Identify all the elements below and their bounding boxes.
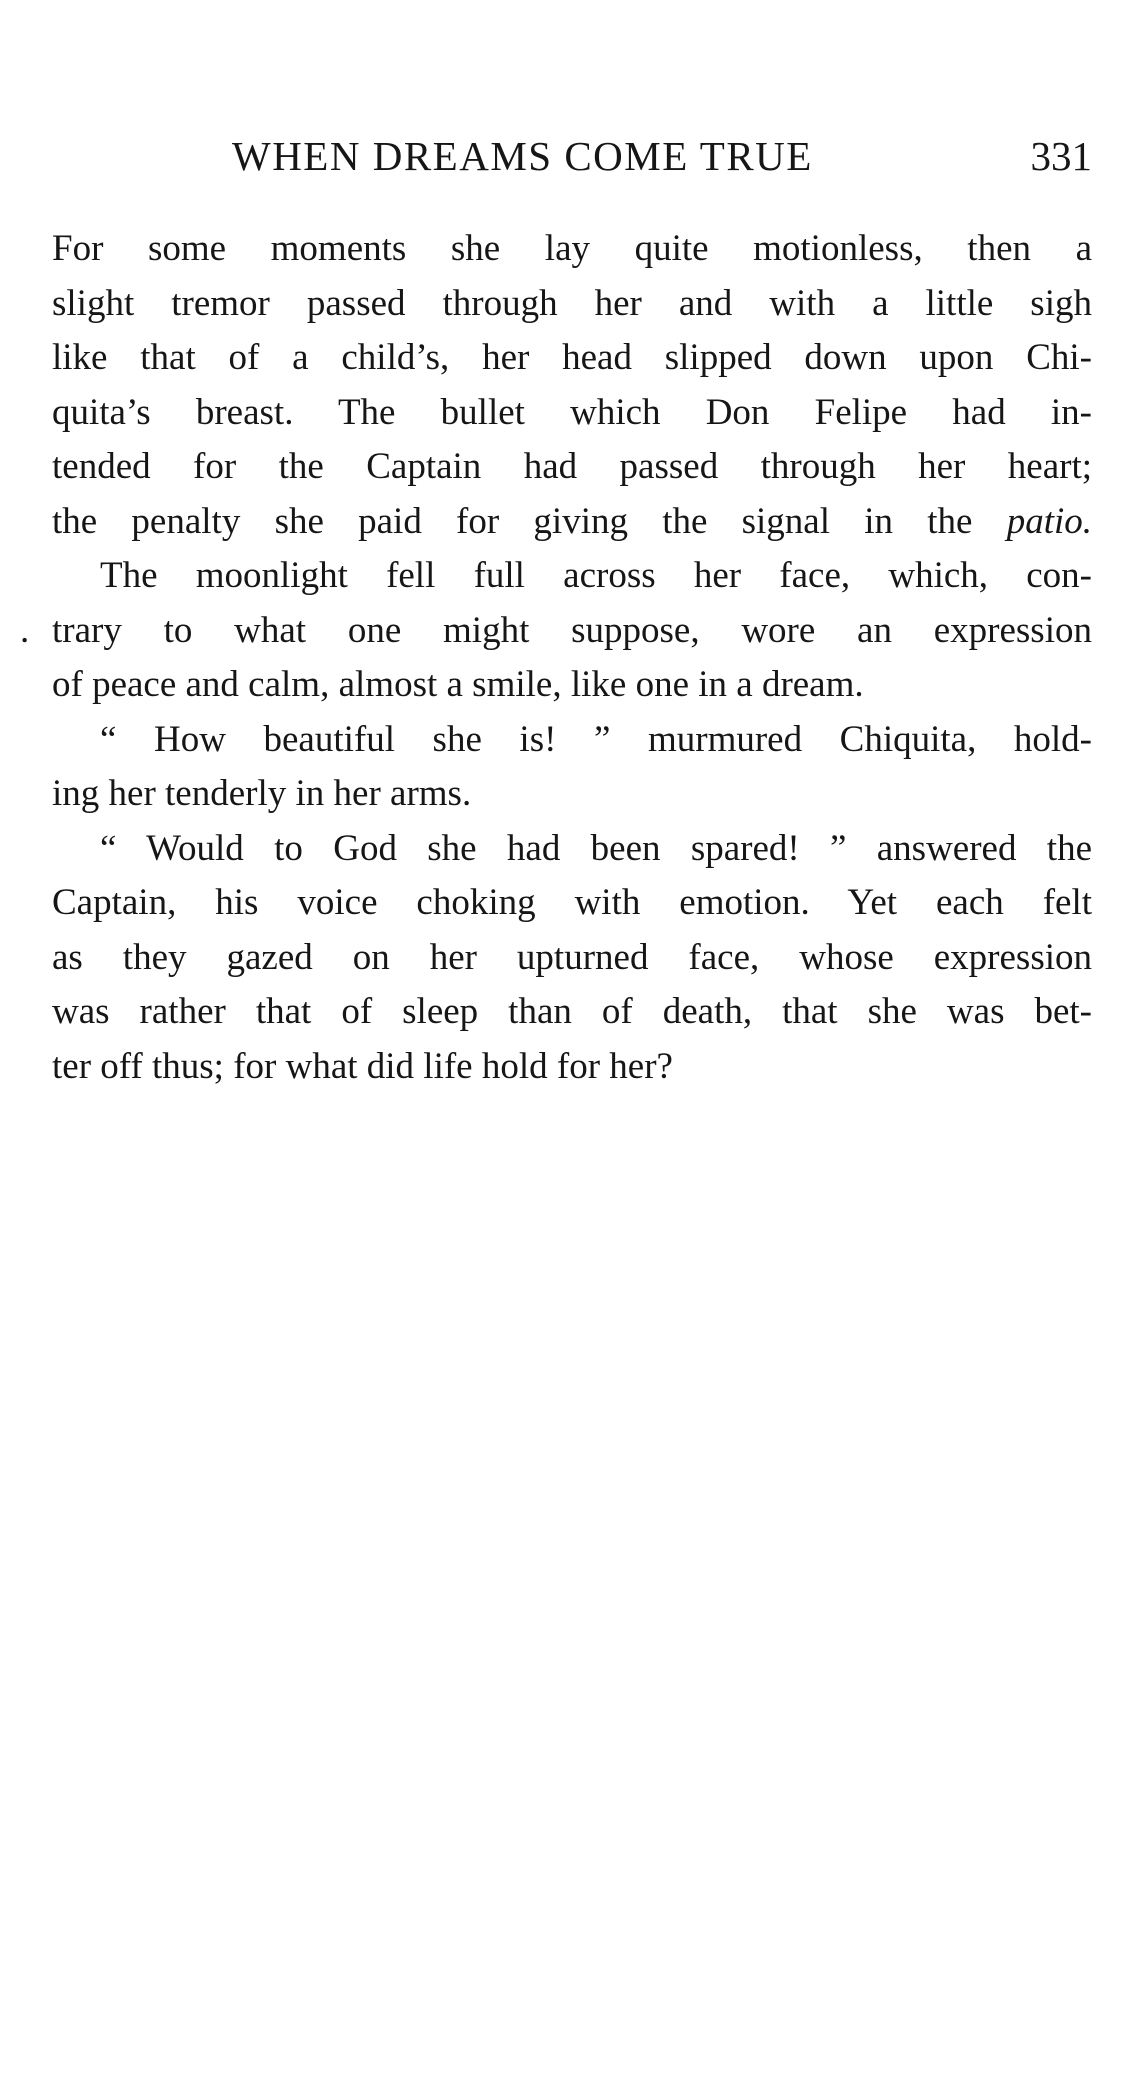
text-line: quita’s breast. The bullet which Don Felipe had in- [52, 391, 1092, 433]
text-line: “ How beautiful she is! ” murmured Chiquita, hold- [100, 718, 1092, 760]
margin-dot: . [20, 609, 30, 651]
text-line: was rather that of sleep than of death, that she was bet- [52, 991, 1092, 1032]
text-line-with-italic [52, 495, 1092, 550]
text-line-content: trary to what one might suppose, wore an expression [52, 609, 1092, 651]
running-title: WHEN DREAMS COME TRUE [232, 133, 813, 179]
italic-word: patio. [1006, 500, 1092, 542]
text-line: “ Would to God she had been spared! ” answered the [100, 827, 1092, 869]
text-line: ter off thus; for what did life hold for her? [52, 1045, 673, 1087]
text-line: The moonlight fell full across her face, which, con- [100, 555, 1092, 596]
text-line: tended for the Captain had passed through her heart; [52, 446, 1092, 487]
text-line-prefix: the penalty she paid for giving the signal in the [52, 500, 973, 542]
text-line: as they gazed on her upturned face, whose expression [52, 936, 1092, 978]
body-text [20, 222, 1092, 1094]
text-line: ing her tenderly in her arms. [52, 773, 472, 814]
page-number: 331 [1030, 133, 1092, 179]
text-line: of peace and calm, almost a smile, like one in a dream. [52, 664, 864, 705]
text-line-with-margin-mark [20, 604, 1092, 659]
text-line: slight tremor passed through her and with a little sigh [52, 282, 1092, 324]
text-line: Captain, his voice choking with emotion. Yet each felt [52, 882, 1092, 923]
text-line: like that of a child’s, her head slipped down upon Chi- [52, 337, 1092, 378]
text-line: For some moments she lay quite motionless, then a [52, 228, 1092, 269]
running-header [52, 126, 1092, 186]
